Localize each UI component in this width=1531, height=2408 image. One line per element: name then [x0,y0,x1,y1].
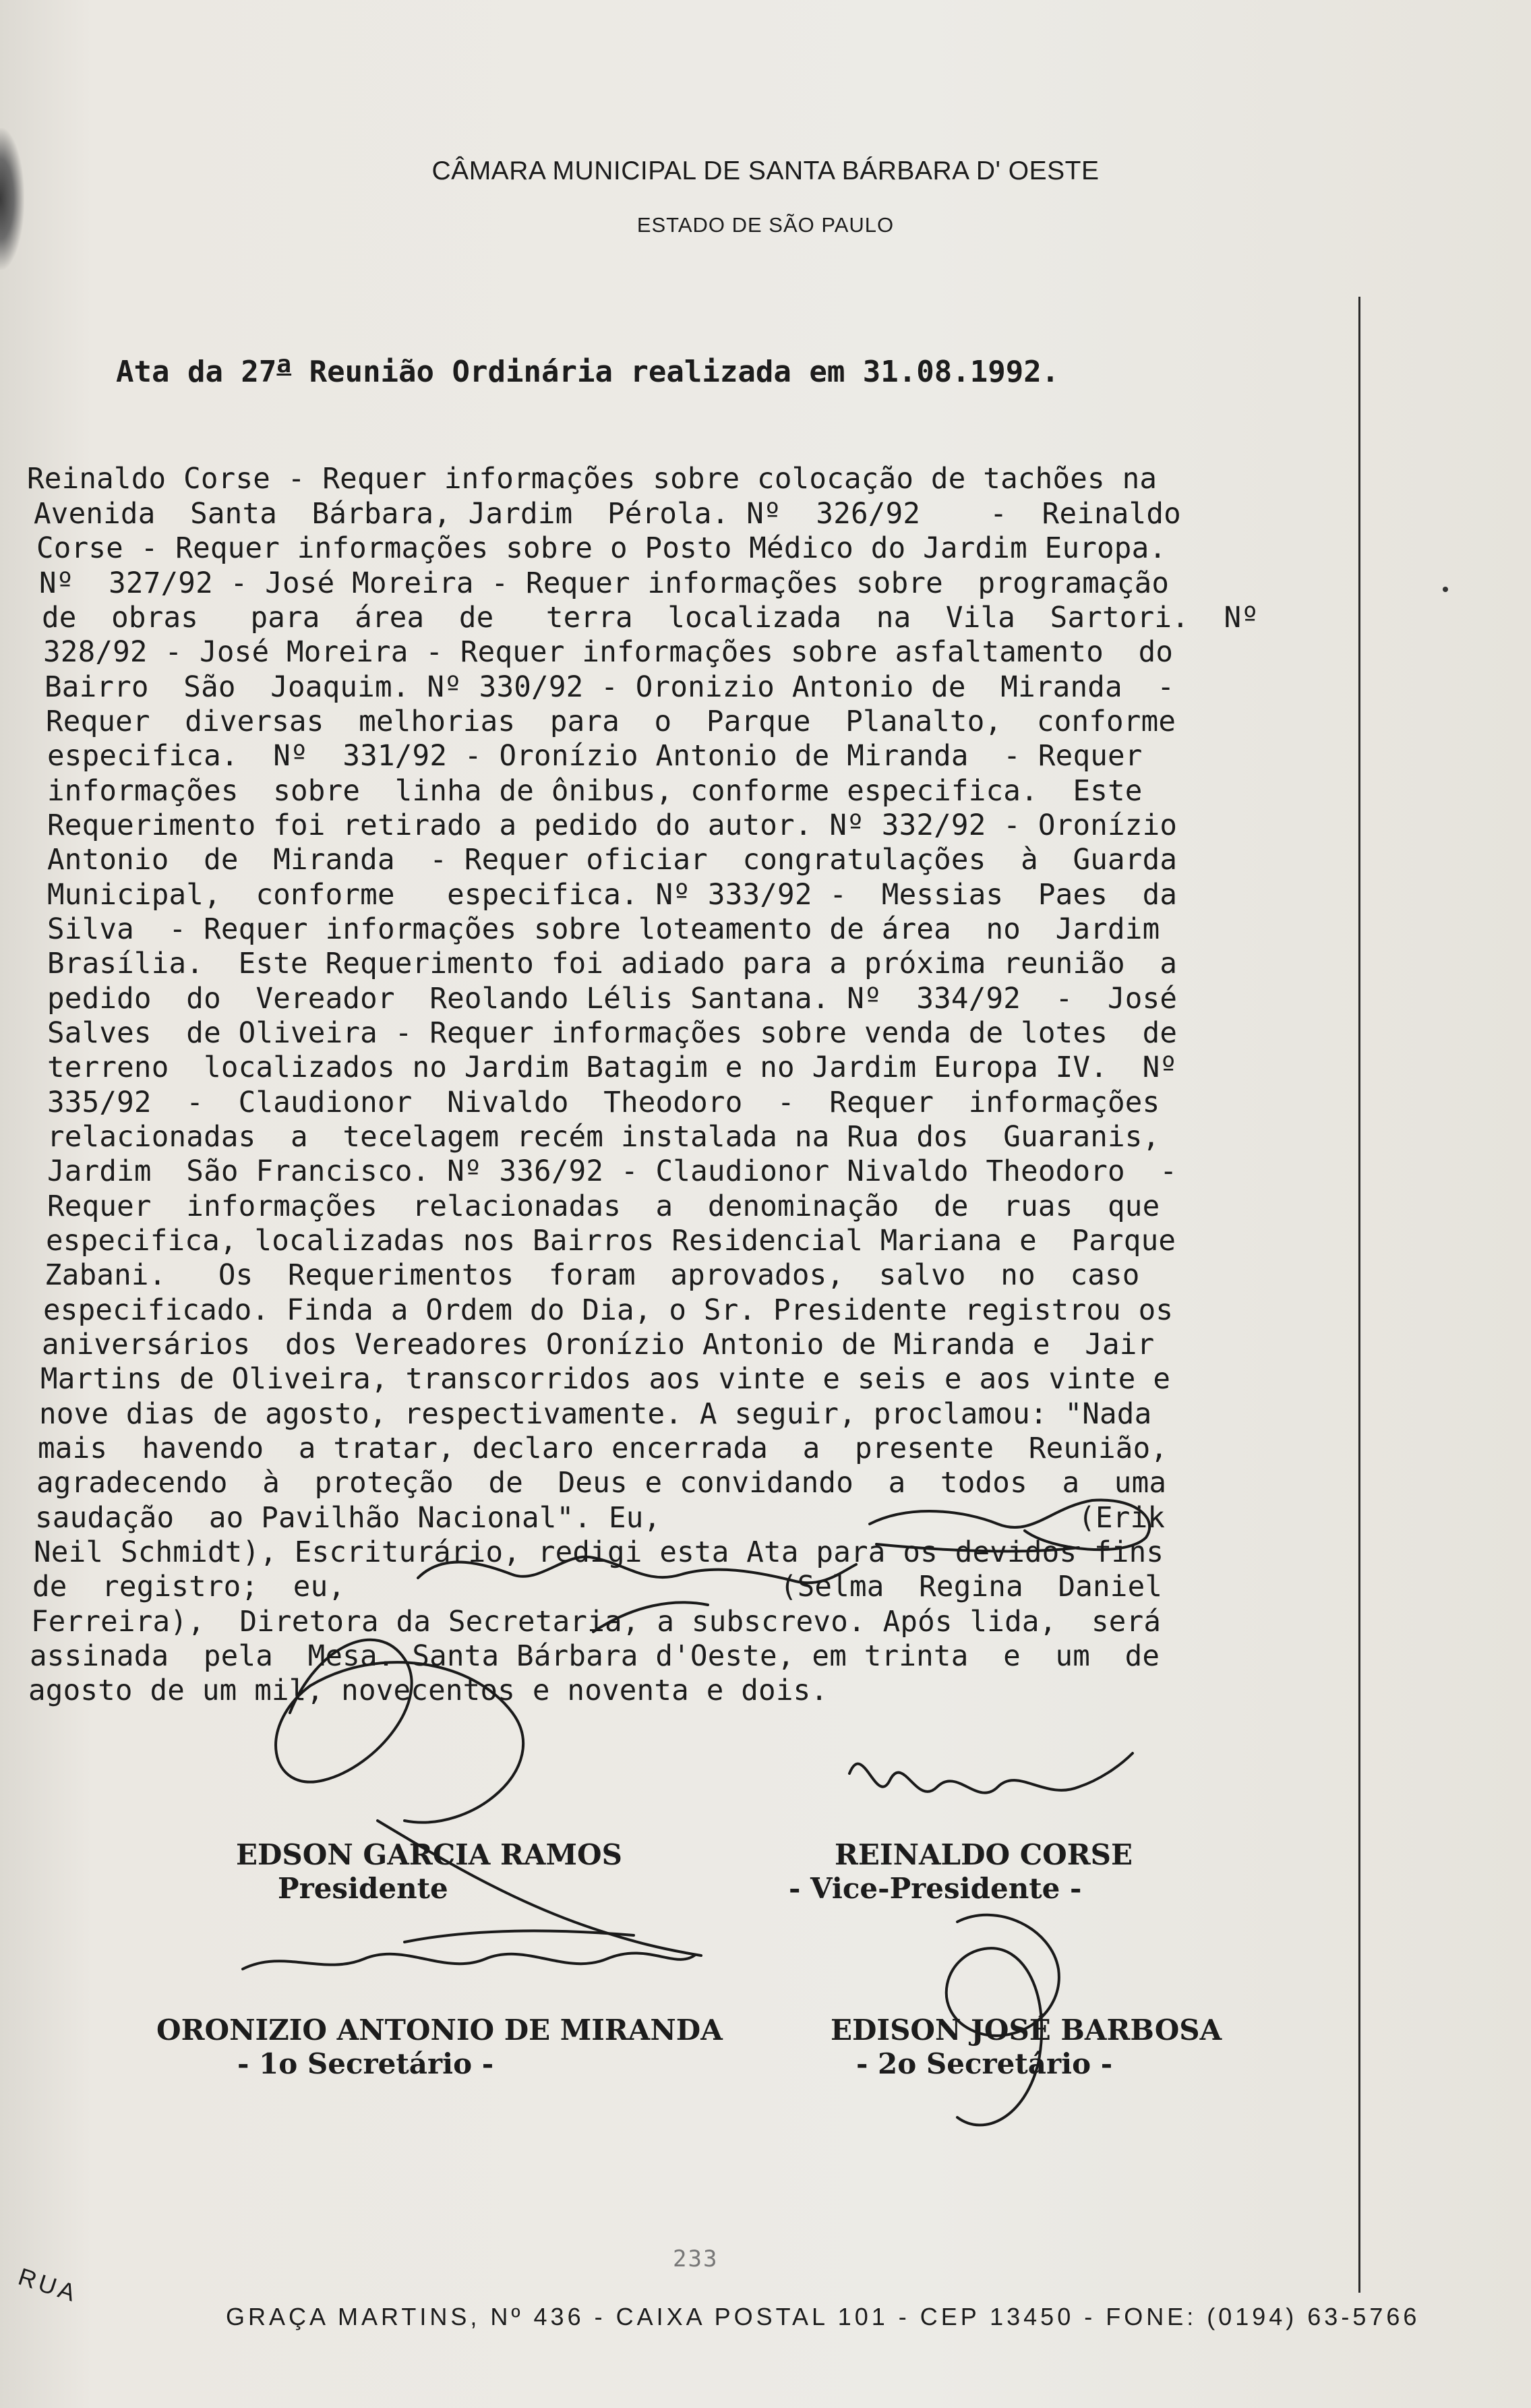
footer-street-prefix: RUA [15,2262,82,2308]
body-line: especificado. Finda a Ordem do Dia, o Sr. Presidente registrou os [43,1294,1174,1327]
body-line: Salves de Oliveira - Requer informações sobre venda de lotes de [47,1017,1178,1050]
body-line: Ferreira), Diretora da Secretaria, a subscrevo. Após lida, será [31,1606,1162,1639]
body-line: 335/92 - Claudionor Nivaldo Theodoro - Requer informações [47,1086,1160,1119]
body-line: Avenida Santa Bárbara, Jardim Pérola. Nº 326/92 - Reinaldo [34,498,1181,531]
body-line: Requer diversas melhorias para o Parque Planalto, conforme [46,705,1176,738]
body-line: Requer informações relacionadas a denominação de ruas que [47,1190,1160,1223]
body-line: nove dias de agosto, respectivamente. A seguir, proclamou: "Nada [39,1398,1152,1431]
body-line: aniversários dos Vereadores Oronízio Antonio de Miranda e Jair [42,1328,1155,1361]
state-subheader: ESTADO DE SÃO PAULO [636,213,895,237]
body-line: Corse - Requer informações sobre o Posto Médico do Jardim Europa. [36,532,1167,565]
body-line: Reinaldo Corse - Requer informações sobre colocação de tachões na [27,463,1158,496]
signature-role-second-secretary: - 2o Secretário - [856,2047,1113,2080]
signature-role-vice-president: - Vice-Presidente - [789,1872,1082,1905]
body-line: informações sobre linha de ônibus, conforme especifica. Este [47,775,1143,808]
footer-address [15,2262,1420,2357]
page-number: 233 [673,2245,719,2272]
body-line: Martins de Oliveira, transcorridos aos vinte e seis e aos vinte e [40,1363,1171,1396]
body-line: Antonio de Miranda - Requer oficiar congratulações à Guarda [47,844,1178,877]
footer-address-line: GRAÇA MARTINS, Nº 436 - CAIXA POSTAL 101 - CEP 13450 - FONE: (0194) 63-5766 [226,2303,1420,2330]
body-line: Neil Schmidt), Escriturário, redigi esta Ata para os devidos fins [34,1536,1164,1569]
body-line: Silva - Requer informações sobre loteamento de área no Jardim [47,913,1160,946]
body-line: Requerimento foi retirado a pedido do autor. Nº 332/92 - Oronízio [47,809,1178,842]
signature-name-first-secretary: ORONIZIO ANTONIO DE MIRANDA [156,2014,723,2047]
body-line: de registro; eu, (Selma Regina Daniel [32,1570,1163,1604]
body-line: saudação ao Pavilhão Nacional". Eu, (Erik [35,1502,1166,1535]
margin-rule [1358,297,1360,2293]
body-line: Zabani. Os Requerimentos foram aprovados, salvo no caso [44,1259,1140,1292]
signature-role-first-secretary: - 1o Secretário - [237,2047,494,2080]
signature-scribble-vice-president [849,1753,1133,1793]
body-line: assinada pela Mesa. Santa Bárbara d'Oeste, em trinta e um de [30,1640,1160,1673]
body-line: Jardim São Francisco. Nº 336/92 - Claudionor Nivaldo Theodoro - [47,1155,1178,1188]
document-title [116,351,1060,389]
signature-name-second-secretary: EDISON JOSÉ BARBOSA [831,2014,1222,2047]
body-line: 328/92 - José Moreira - Requer informações sobre asfaltamento do [43,636,1174,669]
seal-mark [0,128,24,270]
title-prefix: Ata da 27 [116,355,277,389]
body-line: de obras para área de terra localizada na Vila Sartori. Nº [42,601,1259,635]
title-suffix: Reunião Ordinária realizada em 31.08.1992. [291,355,1060,389]
body-line: Nº 327/92 - José Moreira - Requer informações sobre programação [39,567,1170,600]
body-line: relacionadas a tecelagem recém instalada na Rua dos Guaranis, [47,1121,1160,1154]
body-line: agosto de um mil, novecentos e noventa e dois. [28,1674,829,1707]
body-line: Brasília. Este Requerimento foi adiado para a próxima reunião a [47,947,1178,980]
body-line: Municipal, conforme especifica. Nº 333/92 - Messias Paes da [47,879,1178,912]
signature-scribble-first-secretary [243,1931,694,1969]
body-line: Bairro São Joaquim. Nº 330/92 - Oronizio Antonio de Miranda - [44,671,1175,704]
title-ordinal: a [276,351,292,378]
body-line: agradecendo à proteção de Deus e convidando a todos a uma [36,1467,1167,1500]
body-line: especifica. Nº 331/92 - Oronízio Antonio de Miranda - Requer [47,740,1143,773]
signature-name-vice-president: REINALDO CORSE [835,1838,1133,1871]
body-line: mais havendo a tratar, declaro encerrada a presente Reunião, [38,1432,1168,1465]
signature-name-president: EDSON GARCIA RAMOS [236,1838,622,1871]
body-line: especifica, localizadas nos Bairros Residencial Mariana e Parque [46,1225,1176,1258]
signature-role-president: Presidente [278,1872,448,1905]
body-line: terreno localizados no Jardim Batagim e no Jardim Europa IV. Nº [47,1051,1178,1084]
body-line: pedido do Vereador Reolando Lélis Santana. Nº 334/92 - José [47,982,1178,1016]
margin-dot [1443,587,1448,592]
institution-header: CÂMARA MUNICIPAL DE SANTA BÁRBARA D' OESTE [431,156,1100,185]
